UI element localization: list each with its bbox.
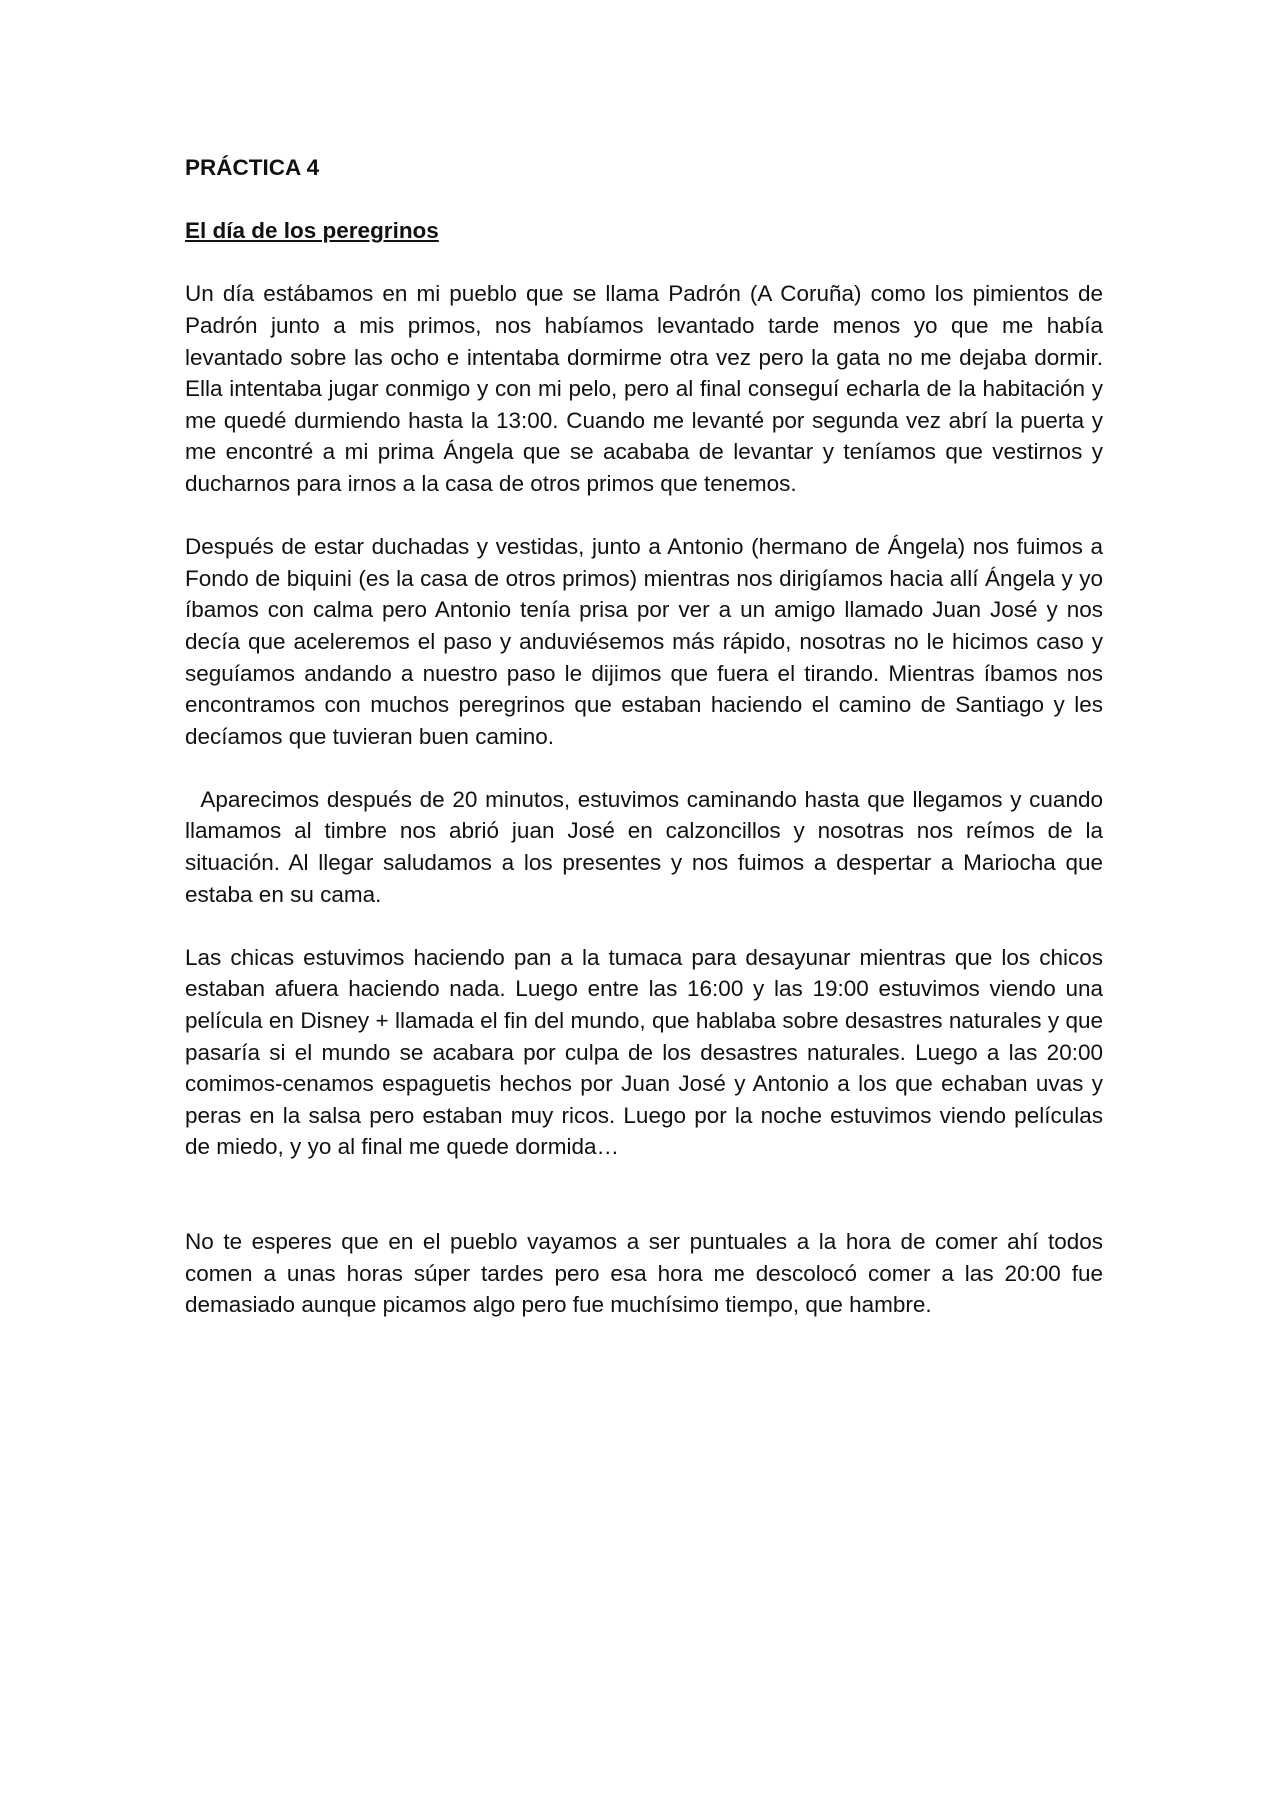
paragraph-2: Después de estar duchadas y vestidas, junto a Antonio (hermano de Ángela) nos fuimos a Fondo de biquini (es la casa de otros primos) mientras nos dirigíamos hacia allí Ángela y yo íbamos con calma pero Antonio tenía prisa por ver a un amigo llamado Juan José y nos decía que aceleremos el paso y anduviésemos más rápido, nosotras no le hicimos caso y seguíamos andando a nuestro paso le dijimos que fuera el tirando. Mientras íbamos nos encontramos con muchos peregrinos que estaban haciendo el camino de Santiago y les decíamos que tuvieran buen camino. — [185, 534, 1110, 749]
document-title: El día de los peregrinos — [185, 218, 439, 244]
paragraph-1: Un día estábamos en mi pueblo que se llama Padrón (A Coruña) como los pimientos de Padrón junto a mis primos, nos habíamos levantado tarde menos yo que me había levantado sobre las ocho e intentaba dormirme otra vez pero la gata no me dejaba dormir. Ella intentaba jugar conmigo y con mi pelo, pero al final conseguí echarla de la habitación y me quedé durmiendo hasta la 13:00. Cuando me levanté por segunda vez abrí la puerta y me encontré a mi prima Ángela que se acababa de levantar y teníamos que vestirnos y ducharnos para irnos a la casa de otros primos que tenemos. — [185, 281, 1103, 496]
paragraph-4: Las chicas estuvimos haciendo pan a la tumaca para desayunar mientras que los chicos estaban afuera haciendo nada. Luego entre las 16:00 y las 19:00 estuvimos viendo una película en Disney + llamada el fin del mundo, que hablaba sobre desastres naturales y que pasaría si el mundo se acabara por culpa de los desastres naturales. Luego a las 20:00 comimos-cenamos espaguetis hechos por Juan José y Antonio a los que echaban uvas y peras en la salsa pero estaban muy ricos. Luego por la noche estuvimos viendo películas de miedo, y yo al final me quede dormida… — [185, 944, 1103, 1160]
practice-label: PRÁCTICA 4 — [185, 155, 320, 180]
paragraph-3: Aparecimos después de 20 minutos, estuvimos caminando hasta que llegamos y cuando llamamos al timbre nos abrió juan José en calzoncillos y nosotras nos reímos de la situación. Al llegar saludamos a los presentes y nos fuimos a despertar a Mariocha que estaba en su cama. — [185, 786, 1110, 907]
document-page — [185, 152, 1110, 1353]
paragraph-5: No te esperes que en el pueblo vayamos a ser puntuales a la hora de comer ahí todos comen a unas horas súper tardes pero esa hora me descolocó comer a las 20:00 fue demasiado aunque picamos algo pero fue muchísimo tiempo, que hambre. — [185, 1229, 1103, 1318]
